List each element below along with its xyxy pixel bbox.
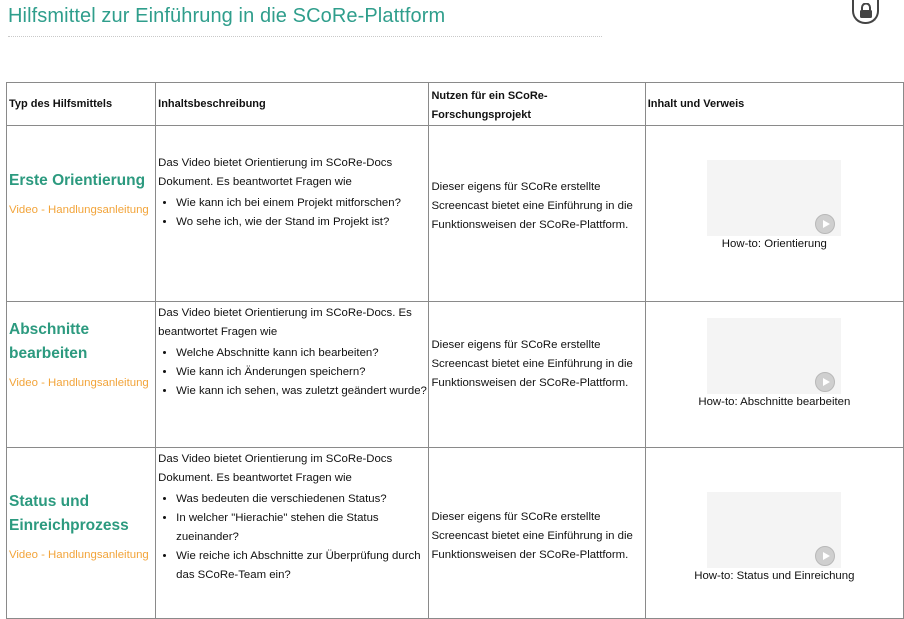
benefit-cell bbox=[429, 302, 645, 448]
help-resources-table bbox=[6, 82, 904, 619]
question-list bbox=[156, 490, 428, 585]
play-icon[interactable] bbox=[815, 214, 835, 234]
content-cell bbox=[645, 448, 903, 619]
list-item: • Wie reiche ich Abschnitte zur Überprüfung durch das SCoRe-Team ein? bbox=[176, 547, 428, 585]
description-intro: Das Video bietet Orientierung im SCoRe-Docs Dokument. Es beantwortet Fragen wie bbox=[158, 157, 393, 188]
page-title: Hilfsmittel zur Einführung in die SCoRe-Plattform bbox=[8, 5, 446, 27]
description-cell bbox=[156, 126, 429, 302]
lock-icon bbox=[859, 3, 873, 19]
video-link[interactable]: How-to: Status und Einreichung bbox=[694, 570, 855, 582]
header-content bbox=[645, 83, 903, 126]
benefit-cell bbox=[429, 126, 645, 302]
list-item: • Welche Abschnitte kann ich bearbeiten? bbox=[176, 344, 428, 363]
question-list bbox=[156, 344, 428, 401]
table-header-row bbox=[7, 83, 904, 126]
topic-subtitle: Video - Handlungsanleitung bbox=[9, 549, 149, 561]
benefit-text: Dieser eigens für SCoRe erstellte Screencast bietet eine Einführung in die Funktionsweisen der SCoRe-Plattform. bbox=[431, 511, 633, 561]
type-cell bbox=[7, 302, 156, 448]
video-thumbnail[interactable] bbox=[707, 160, 841, 236]
list-item: • Wie kann ich sehen, was zuletzt geändert wurde? bbox=[176, 382, 428, 401]
header-content-label: Inhalt und Verweis bbox=[647, 98, 745, 110]
topic-subtitle: Video - Handlungsanleitung bbox=[9, 377, 149, 389]
video-link[interactable]: How-to: Orientierung bbox=[721, 238, 827, 250]
title-divider bbox=[8, 36, 602, 37]
play-icon[interactable] bbox=[815, 372, 835, 392]
list-item: • Wie kann ich Änderungen speichern? bbox=[176, 363, 428, 382]
list-item: • In welcher "Hierachie" stehen die Status zueinander? bbox=[176, 509, 428, 547]
description-intro: Das Video bietet Orientierung im SCoRe-Docs. Es beantwortet Fragen wie bbox=[158, 307, 412, 338]
list-item: • Wie kann ich bei einem Projekt mitforschen? bbox=[176, 194, 428, 213]
header-description-label: Inhaltsbeschreibung bbox=[158, 98, 266, 110]
question-list bbox=[156, 194, 428, 232]
list-item: • Was bedeuten die verschiedenen Status? bbox=[176, 490, 428, 509]
video-thumbnail[interactable] bbox=[707, 492, 841, 568]
header-benefit-label: Nutzen für ein SCoRe-Forschungsprojekt bbox=[431, 90, 548, 121]
header-type-label: Typ des Hilfsmittels bbox=[9, 98, 113, 110]
benefit-text: Dieser eigens für SCoRe erstellte Screencast bietet eine Einführung in die Funktionsweisen der SCoRe-Plattform. bbox=[431, 339, 633, 389]
table-row bbox=[7, 448, 904, 619]
header-description bbox=[156, 83, 429, 126]
type-cell bbox=[7, 448, 156, 619]
topic-title: Abschnitte bearbeiten bbox=[9, 321, 90, 362]
benefit-text: Dieser eigens für SCoRe erstellte Screencast bietet eine Einführung in die Funktionsweisen der SCoRe-Plattform. bbox=[431, 181, 633, 231]
play-icon[interactable] bbox=[815, 546, 835, 566]
header-benefit bbox=[429, 83, 645, 126]
content-cell bbox=[645, 302, 903, 448]
topic-title: Erste Orientierung bbox=[9, 172, 146, 189]
topic-subtitle: Video - Handlungsanleitung bbox=[9, 204, 149, 216]
content-cell bbox=[645, 126, 903, 302]
header-type bbox=[7, 83, 156, 126]
description-intro: Das Video bietet Orientierung im SCoRe-Docs Dokument. Es beantwortet Fragen wie bbox=[158, 453, 393, 484]
topic-title: Status und Einreichprozess bbox=[9, 493, 129, 534]
description-cell bbox=[156, 448, 429, 619]
video-link[interactable]: How-to: Abschnitte bearbeiten bbox=[698, 396, 851, 408]
table-row bbox=[7, 126, 904, 302]
table-row bbox=[7, 302, 904, 448]
description-cell bbox=[156, 302, 429, 448]
type-cell bbox=[7, 126, 156, 302]
list-item: • Wo sehe ich, wie der Stand im Projekt ist? bbox=[176, 213, 428, 232]
lock-button[interactable] bbox=[852, 0, 879, 24]
benefit-cell bbox=[429, 448, 645, 619]
video-thumbnail[interactable] bbox=[707, 318, 841, 394]
